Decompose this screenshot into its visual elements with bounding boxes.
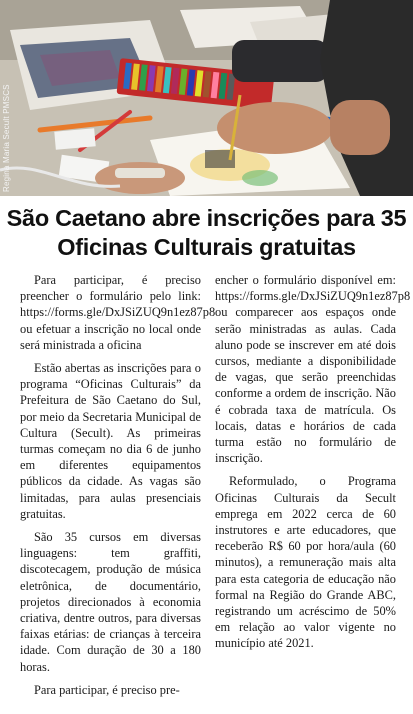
column-right: [215, 272, 411, 708]
paragraph: Para participar, é preciso pre-: [34, 682, 180, 697]
paragraph: Reformulado, o Programa Oficinas Culturais da Secult emprega em 2022 cerca de 60 instrutores e arte educadores, que receberão R$ 60 por hora/aula (60 minutos), a remuneração mais alta para esta categoria de educação não formal na Região do Grande ABC, registrando um acréscimo de 50% em relação ao valor vigente no município até 2021.: [215, 474, 396, 651]
column-left: [20, 272, 216, 708]
photo-illustration: [0, 0, 413, 196]
headline: São Caetano abre inscrições para 35 Oficinas Culturais gratuitas: [6, 205, 407, 260]
photo-credit: Regina Maria Secult PMSCS: [2, 84, 11, 192]
paragraph: encher o formulário disponível em: https://forms.gle/DxJSiZUQ9n1ez87p8 ou comparecer aos espaços onde serão ministradas as aulas. Cada aluno pode se inscrever em até dois cursos, mediante a disponibilidade de vagas, que serão preenchidas conforme a ordem de inscrição. Não é cobrada taxa de matrícula. Os locais, datas e horários de cada turma estão no formulário de inscrição.: [215, 273, 411, 466]
paragraph: Para participar, é preciso preencher o formulário pelo link: https://forms.gle/DxJSiZUQ9n1ez87p8 ou efetuar a inscrição no local onde será ministrada a oficina: [20, 273, 216, 352]
article-photo: [0, 0, 413, 196]
article-body: [20, 272, 411, 708]
paragraph: São 35 cursos em diversas linguagens: tem graffiti, discotecagem, produção de música eletrônica, de documentário, projetos direcionados à economia criativa, dentre outros, para diversas faixas etárias: de crianças à terceira idade. Com duração de 30 a 180 horas.: [20, 530, 201, 674]
paragraph: Estão abertas as inscrições para o programa “Oficinas Culturais” da Prefeitura de São Caetano do Sul, por meio da Secretaria Municipal de Cultura (Secult). As primeiras turmas começam no dia 6 de junho em diferentes equipamentos públicos da cidade. As vagas são limitadas, para aulas presenciais gratuitas.: [20, 361, 201, 521]
